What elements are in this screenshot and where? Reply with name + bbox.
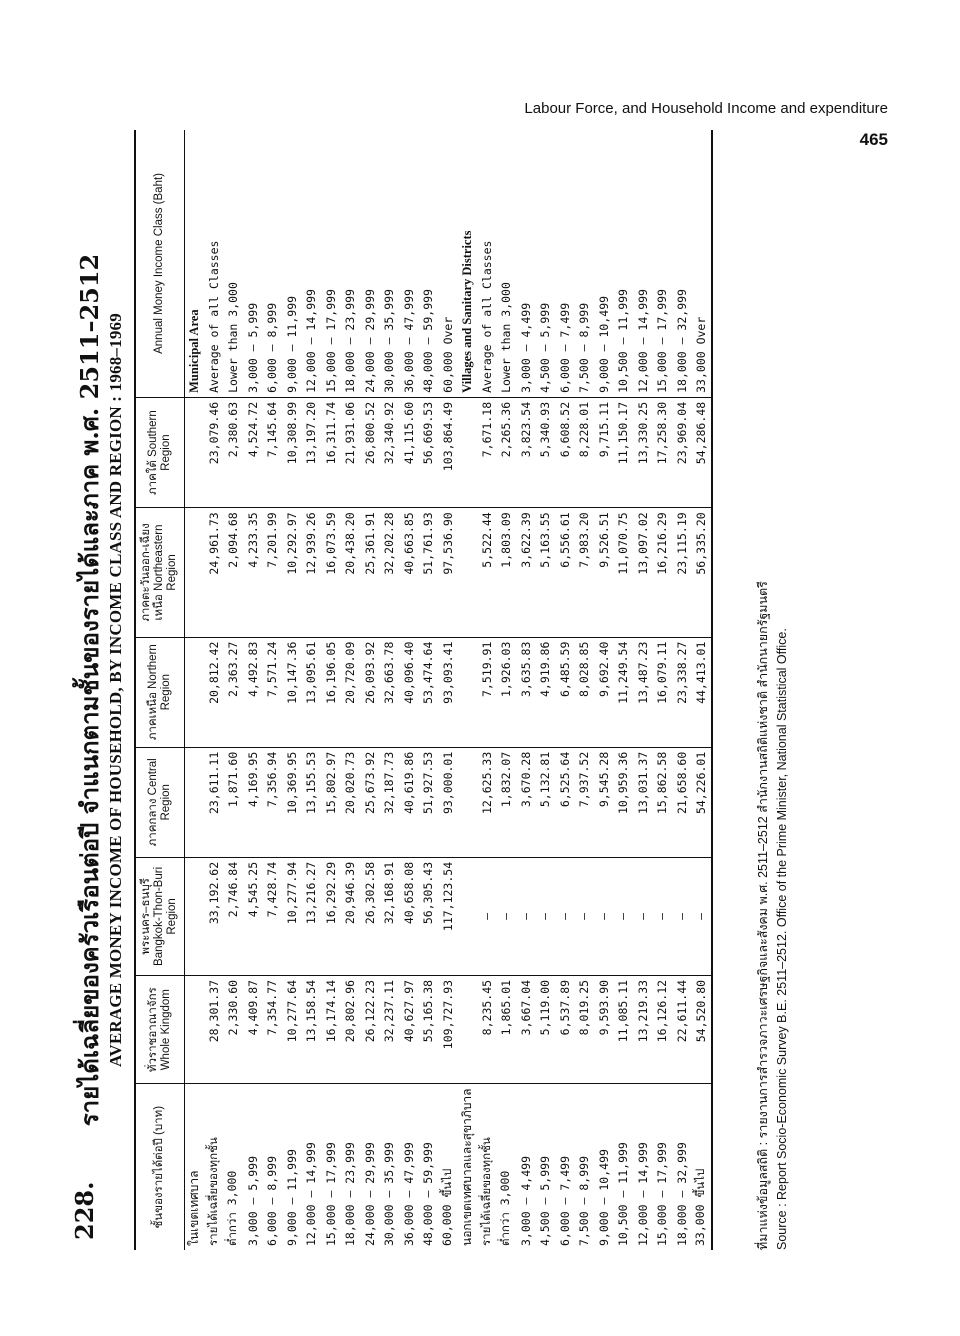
income-class-english: 24,000 – 29,999 <box>360 130 380 397</box>
value-cell: 7,201.99 <box>263 508 283 637</box>
income-class-thai: 36,000 – 47,999 <box>401 1142 416 1246</box>
income-class-thai: 15,000 – 17,999 <box>323 1142 338 1246</box>
value-cell: 23,338.27 <box>672 637 692 747</box>
value-cell: 32,237.11 <box>380 975 400 1084</box>
value-cell: 7,937.52 <box>575 747 595 857</box>
value-cell: 1,865.01 <box>497 975 517 1084</box>
value-cell: 97,536.90 <box>438 508 458 637</box>
value-cell: 53,474.64 <box>419 637 439 747</box>
income-class-thai: 6,000 – 8,999 <box>265 1155 280 1246</box>
value-cell: 4,233.35 <box>243 508 263 637</box>
table-row <box>438 130 458 1250</box>
value-cell: 93,000.01 <box>438 747 458 857</box>
income-class-thai: 6,000 – 7,499 <box>557 1155 572 1246</box>
income-class-thai: 12,000 – 14,999 <box>635 1142 650 1246</box>
empty-cell <box>184 637 204 747</box>
income-class-thai: รายได้เฉลี่ยของทุกชั้น <box>478 1137 493 1246</box>
value-cell: 32,202.28 <box>380 508 400 637</box>
value-cell: 9,715.11 <box>594 397 614 507</box>
income-class-thai: 9,000 – 10,499 <box>596 1149 611 1246</box>
value-cell: 20,802.96 <box>341 975 361 1084</box>
value-cell: — <box>633 857 653 975</box>
value-cell: 1,926.03 <box>497 637 517 747</box>
value-cell: — <box>594 857 614 975</box>
value-cell: 10,277.94 <box>282 857 302 975</box>
empty-cell <box>184 975 204 1084</box>
value-cell: 23,079.46 <box>204 397 224 507</box>
value-cell: 21,658.60 <box>672 747 692 857</box>
section-label-english: Municipal Area <box>184 130 204 397</box>
value-cell: 13,216.27 <box>302 857 322 975</box>
table-row <box>204 130 224 1250</box>
value-cell: 26,302.58 <box>360 857 380 975</box>
value-cell: 3,635.83 <box>516 637 536 747</box>
value-cell: — <box>477 857 497 975</box>
value-cell: 8,019.25 <box>575 975 595 1084</box>
table-row <box>614 130 634 1250</box>
value-cell: 3,823.54 <box>516 397 536 507</box>
value-cell: 6,556.61 <box>555 508 575 637</box>
value-cell: 32,340.92 <box>380 397 400 507</box>
value-cell: — <box>516 857 536 975</box>
table-row <box>243 130 263 1250</box>
rotated-table-page <box>70 130 870 1250</box>
value-cell: 117,123.54 <box>438 857 458 975</box>
income-class-thai: 18,000 – 32,999 <box>674 1142 689 1246</box>
empty-cell <box>458 508 478 637</box>
table-row <box>224 130 244 1250</box>
value-cell: 15,862.58 <box>653 747 673 857</box>
value-cell: 7,428.74 <box>263 857 283 975</box>
value-cell: 10,308.99 <box>282 397 302 507</box>
value-cell: 56,669.53 <box>419 397 439 507</box>
income-table <box>134 130 713 1250</box>
table-title-thai: รายได้เฉลี่ยของครัวเรือนต่อปี จำแนกตามชั้นของรายได้และภาค พ.ศ. 2511–2512 <box>75 253 104 1127</box>
value-cell: 13,097.02 <box>633 508 653 637</box>
table-number: 228. <box>70 1181 99 1240</box>
table-row <box>380 130 400 1250</box>
value-cell: 7,145.64 <box>263 397 283 507</box>
value-cell: 6,608.52 <box>555 397 575 507</box>
income-class-english: 36,000 – 47,999 <box>399 130 419 397</box>
table-row <box>594 130 614 1250</box>
value-cell: 11,150.17 <box>614 397 634 507</box>
income-class-english: 3,000 – 4,499 <box>516 130 536 397</box>
value-cell: 32,663.78 <box>380 637 400 747</box>
income-class-thai: 60,000 ขึ้นไป <box>439 1168 454 1246</box>
income-class-thai: 3,000 – 5,999 <box>245 1155 260 1246</box>
value-cell: 10,292.97 <box>282 508 302 637</box>
table-row <box>477 130 497 1250</box>
value-cell: 10,959.36 <box>614 747 634 857</box>
col-header-bangkok: พระนคร–ธนบุรี Bangkok-Thon-Buri Region <box>135 857 184 975</box>
income-class-thai: 3,000 – 4,499 <box>518 1155 533 1246</box>
value-cell: 4,492.83 <box>243 637 263 747</box>
value-cell: — <box>614 857 634 975</box>
value-cell: 16,174.14 <box>321 975 341 1084</box>
empty-cell <box>458 637 478 747</box>
value-cell: 11,085.11 <box>614 975 634 1084</box>
value-cell: 1,832.07 <box>497 747 517 857</box>
value-cell: 11,249.54 <box>614 637 634 747</box>
value-cell: 2,380.63 <box>224 397 244 507</box>
value-cell: 3,670.28 <box>516 747 536 857</box>
value-cell: 12,939.26 <box>302 508 322 637</box>
income-class-thai: 4,500 – 5,999 <box>538 1155 553 1246</box>
value-cell: 103,864.49 <box>438 397 458 507</box>
value-cell: 12,625.33 <box>477 747 497 857</box>
value-cell: 13,158.54 <box>302 975 322 1084</box>
section-label-thai: นอกเขตเทศบาลและสุขาภิบาล <box>459 1088 474 1246</box>
value-cell: 13,330.25 <box>633 397 653 507</box>
table-row <box>653 130 673 1250</box>
value-cell: 5,132.81 <box>536 747 556 857</box>
income-class-thai: 9,000 – 11,999 <box>284 1149 299 1246</box>
income-class-thai: รายได้เฉลี่ยของทุกชั้น <box>205 1137 220 1246</box>
income-class-english: 9,000 – 10,499 <box>594 130 614 397</box>
value-cell: 20,438.20 <box>341 508 361 637</box>
table-row <box>419 130 439 1250</box>
col-header-northeastern: ภาคตะวันออก-เฉียงเหนือ Northeastern Region <box>135 508 184 637</box>
value-cell: 2,363.27 <box>224 637 244 747</box>
table-row <box>633 130 653 1250</box>
value-cell: 23,611.11 <box>204 747 224 857</box>
value-cell: 8,028.85 <box>575 637 595 747</box>
section-header-row <box>184 130 204 1250</box>
value-cell: 28,301.37 <box>204 975 224 1084</box>
table-row <box>282 130 302 1250</box>
value-cell: 6,525.64 <box>555 747 575 857</box>
table-body <box>184 130 712 1250</box>
income-class-english: 15,000 – 17,999 <box>321 130 341 397</box>
value-cell: 22,611.44 <box>672 975 692 1084</box>
value-cell: 4,524.72 <box>243 397 263 507</box>
empty-cell <box>184 747 204 857</box>
value-cell: 2,746.84 <box>224 857 244 975</box>
value-cell: 25,673.92 <box>360 747 380 857</box>
value-cell: — <box>672 857 692 975</box>
income-class-english: 10,500 – 11,999 <box>614 130 634 397</box>
value-cell: 13,219.33 <box>633 975 653 1084</box>
value-cell: 17,258.30 <box>653 397 673 507</box>
value-cell: 32,168.91 <box>380 857 400 975</box>
value-cell: 16,292.29 <box>321 857 341 975</box>
value-cell: 7,356.94 <box>263 747 283 857</box>
value-cell: 16,216.29 <box>653 508 673 637</box>
value-cell: 33,192.62 <box>204 857 224 975</box>
col-header-class-en: Annual Money Income Class (Baht) <box>135 130 184 397</box>
income-class-thai: 15,000 – 17,999 <box>655 1142 670 1246</box>
value-cell: 13,487.23 <box>633 637 653 747</box>
table-row <box>672 130 692 1250</box>
value-cell: 40,627.97 <box>399 975 419 1084</box>
value-cell: 41,115.60 <box>399 397 419 507</box>
income-class-english: Lower than 3,000 <box>224 130 244 397</box>
value-cell: 20,946.39 <box>341 857 361 975</box>
value-cell: 51,761.93 <box>419 508 439 637</box>
value-cell: 3,667.04 <box>516 975 536 1084</box>
header-row <box>135 130 184 1250</box>
value-cell: 40,663.85 <box>399 508 419 637</box>
income-class-english: 60,000 Over <box>438 130 458 397</box>
value-cell: 40,619.86 <box>399 747 419 857</box>
col-header-central: ภาคกลาง Central Region <box>135 747 184 857</box>
table-title-english: AVERAGE MONEY INCOME OF HOUSEHOLD, BY INCOME CLASS AND REGION : 1968–1969 <box>106 313 125 1067</box>
table-row <box>575 130 595 1250</box>
table-row <box>399 130 419 1250</box>
table-row <box>302 130 322 1250</box>
value-cell: 40,658.08 <box>399 857 419 975</box>
income-class-english: Lower than 3,000 <box>497 130 517 397</box>
value-cell: 4,409.87 <box>243 975 263 1084</box>
empty-cell <box>458 857 478 975</box>
value-cell: 23,115.19 <box>672 508 692 637</box>
income-class-english: 4,500 – 5,999 <box>536 130 556 397</box>
table-row <box>536 130 556 1250</box>
col-header-southern: ภาคใต้ Southern Region <box>135 397 184 507</box>
col-header-whole-kingdom: ทั่วราชอาณาจักร Whole Kingdom <box>135 975 184 1084</box>
section-label-thai: ในเขตเทศบาล <box>186 1170 201 1246</box>
value-cell: 20,812.42 <box>204 637 224 747</box>
income-class-english: 15,000 – 17,999 <box>653 130 673 397</box>
income-class-english: 6,000 – 7,499 <box>555 130 575 397</box>
empty-cell <box>458 747 478 857</box>
value-cell: 54,520.80 <box>692 975 713 1084</box>
income-class-english: Average of all Classes <box>204 130 224 397</box>
value-cell: 16,126.12 <box>653 975 673 1084</box>
source-thai: ที่มาแห่งข้อมูลสถิติ : รายงานการสำรวจภาวะเศรษฐกิจและสังคม พ.ศ. 2511–2512 สำนักงานสถิติแห่งชาติ สำนักนายกรัฐมนตรี <box>756 581 770 1250</box>
section-header-row <box>458 130 478 1250</box>
empty-cell <box>184 857 204 975</box>
value-cell: 7,519.91 <box>477 637 497 747</box>
value-cell: 16,079.11 <box>653 637 673 747</box>
section-label-english: Villages and Sanitary Districts <box>458 130 478 397</box>
table-row <box>692 130 713 1250</box>
value-cell: 20,720.09 <box>341 637 361 747</box>
income-class-english: 18,000 – 32,999 <box>672 130 692 397</box>
value-cell: 10,369.95 <box>282 747 302 857</box>
value-cell: 7,571.24 <box>263 637 283 747</box>
income-class-thai: 7,500 – 8,999 <box>577 1155 592 1246</box>
value-cell: 55,165.38 <box>419 975 439 1084</box>
empty-cell <box>184 508 204 637</box>
value-cell: 13,095.61 <box>302 637 322 747</box>
value-cell: 26,122.23 <box>360 975 380 1084</box>
value-cell: 23,969.04 <box>672 397 692 507</box>
table-row <box>360 130 380 1250</box>
income-class-thai: 18,000 – 23,999 <box>343 1142 358 1246</box>
value-cell: 16,311.74 <box>321 397 341 507</box>
value-cell: 9,593.90 <box>594 975 614 1084</box>
value-cell: 5,340.93 <box>536 397 556 507</box>
source-english: Source : Report Socio-Economic Survey B.E. 2511–2512. Office of the Prime Minister, National Statistical Office. <box>774 628 789 1250</box>
col-header-class-th: ชั้นของรายได้ต่อปี (บาท) <box>135 1084 184 1250</box>
value-cell: 44,413.01 <box>692 637 713 747</box>
value-cell: 6,485.59 <box>555 637 575 747</box>
income-class-english: 9,000 – 11,999 <box>282 130 302 397</box>
value-cell: — <box>536 857 556 975</box>
income-class-thai: 10,500 – 11,999 <box>616 1142 631 1246</box>
running-header: Labour Force, and Household Income and expenditure <box>524 100 888 117</box>
value-cell: 6,537.89 <box>555 975 575 1084</box>
value-cell: 54,286.48 <box>692 397 713 507</box>
source-note <box>754 581 792 1250</box>
income-class-english: 12,000 – 14,999 <box>633 130 653 397</box>
value-cell: 9,526.51 <box>594 508 614 637</box>
table-row <box>263 130 283 1250</box>
value-cell: 7,983.20 <box>575 508 595 637</box>
value-cell: 7,671.18 <box>477 397 497 507</box>
value-cell: 13,031.37 <box>633 747 653 857</box>
value-cell: 15,802.97 <box>321 747 341 857</box>
income-class-english: 48,000 – 59,999 <box>419 130 439 397</box>
value-cell: 21,931.06 <box>341 397 361 507</box>
table-row <box>321 130 341 1250</box>
value-cell: 3,622.39 <box>516 508 536 637</box>
value-cell: 9,692.40 <box>594 637 614 747</box>
value-cell: 2,094.68 <box>224 508 244 637</box>
empty-cell <box>184 397 204 507</box>
value-cell: 5,119.00 <box>536 975 556 1084</box>
empty-cell <box>458 397 478 507</box>
value-cell: 13,155.53 <box>302 747 322 857</box>
value-cell: 2,330.60 <box>224 975 244 1084</box>
value-cell: 5,163.55 <box>536 508 556 637</box>
income-class-thai: 24,000 – 29,999 <box>362 1142 377 1246</box>
value-cell: 32,187.73 <box>380 747 400 857</box>
income-class-thai: 48,000 – 59,999 <box>421 1142 436 1246</box>
value-cell: 1,803.09 <box>497 508 517 637</box>
value-cell: — <box>555 857 575 975</box>
page-number: 465 <box>859 130 888 149</box>
income-class-thai: 30,000 – 35,999 <box>382 1142 397 1246</box>
value-cell: 2,265.36 <box>497 397 517 507</box>
empty-cell <box>458 975 478 1084</box>
income-class-thai: ต่ำกว่า 3,000 <box>498 1170 513 1246</box>
value-cell: 54,226.01 <box>692 747 713 857</box>
value-cell: — <box>692 857 713 975</box>
value-cell: — <box>497 857 517 975</box>
income-class-english: 7,500 – 8,999 <box>575 130 595 397</box>
value-cell: 10,147.36 <box>282 637 302 747</box>
income-class-english: 30,000 – 35,999 <box>380 130 400 397</box>
value-cell: 7,354.77 <box>263 975 283 1084</box>
value-cell: 16,073.59 <box>321 508 341 637</box>
value-cell: 4,545.25 <box>243 857 263 975</box>
value-cell: 26,800.52 <box>360 397 380 507</box>
value-cell: 109,727.93 <box>438 975 458 1084</box>
value-cell: 10,277.64 <box>282 975 302 1084</box>
value-cell: 26,093.92 <box>360 637 380 747</box>
value-cell: 13,197.20 <box>302 397 322 507</box>
value-cell: 4,169.95 <box>243 747 263 857</box>
value-cell: 8,228.01 <box>575 397 595 507</box>
table-row <box>555 130 575 1250</box>
table-row <box>497 130 517 1250</box>
value-cell: 8,235.45 <box>477 975 497 1084</box>
income-class-thai: 33,000 ขึ้นไป <box>692 1084 713 1250</box>
value-cell: 56,305.43 <box>419 857 439 975</box>
value-cell: 51,927.53 <box>419 747 439 857</box>
income-class-english: 3,000 – 5,999 <box>243 130 263 397</box>
value-cell: 16,196.05 <box>321 637 341 747</box>
value-cell: — <box>653 857 673 975</box>
value-cell: — <box>575 857 595 975</box>
value-cell: 5,522.44 <box>477 508 497 637</box>
income-class-thai: 12,000 – 14,999 <box>304 1142 319 1246</box>
value-cell: 1,871.60 <box>224 747 244 857</box>
value-cell: 11,070.75 <box>614 508 634 637</box>
value-cell: 9,545.28 <box>594 747 614 857</box>
income-class-english: 6,000 – 8,999 <box>263 130 283 397</box>
income-class-thai: ต่ำกว่า 3,000 <box>225 1170 240 1246</box>
income-class-english: 18,000 – 23,999 <box>341 130 361 397</box>
income-class-english: 12,000 – 14,999 <box>302 130 322 397</box>
table-row <box>341 130 361 1250</box>
value-cell: 56,335.20 <box>692 508 713 637</box>
income-class-english: Average of all Classes <box>477 130 497 397</box>
table-row <box>516 130 536 1250</box>
col-header-northern: ภาคเหนือ Northern Region <box>135 637 184 747</box>
value-cell: 20,020.73 <box>341 747 361 857</box>
value-cell: 4,919.86 <box>536 637 556 747</box>
value-cell: 25,361.91 <box>360 508 380 637</box>
value-cell: 93,093.41 <box>438 637 458 747</box>
income-class-english: 33,000 Over <box>692 130 713 397</box>
value-cell: 24,961.73 <box>204 508 224 637</box>
value-cell: 40,096.40 <box>399 637 419 747</box>
